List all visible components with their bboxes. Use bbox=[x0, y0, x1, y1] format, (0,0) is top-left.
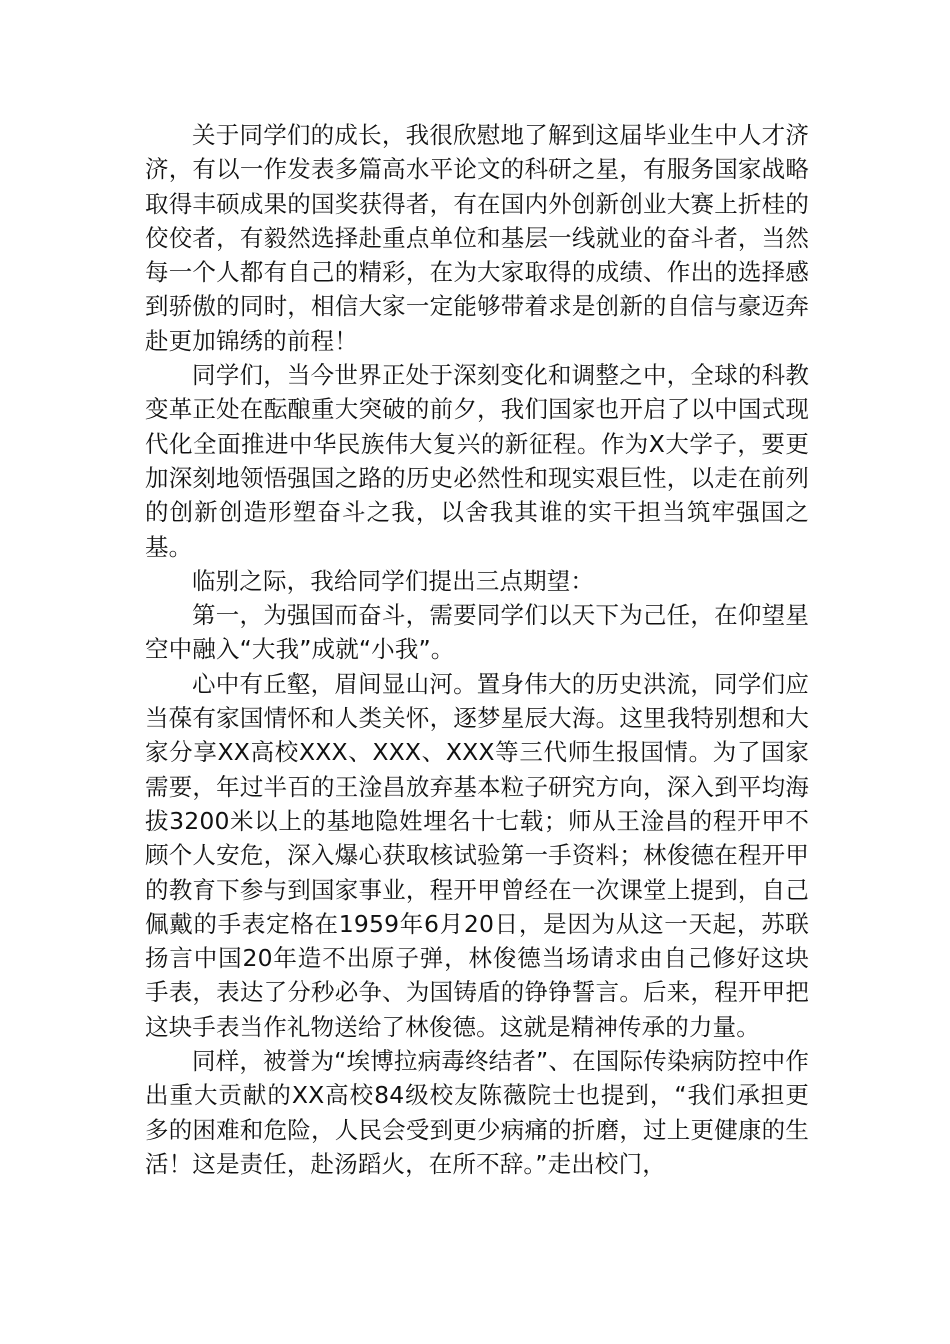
paragraph-chen-wei: 同样，被誉为“埃博拉病毒终结者”、在国际传染病防控中作出重大贡献的XX高校84级校友陈薇院士也提到，“我们承担更多的困难和危险，人民会受到更少病痛的折磨，过上更健康的生活！这是责任，赴汤蹈火，在所不辞。”走出校门， bbox=[145, 1047, 809, 1178]
paragraph-new-journey: 同学们，当今世界正处于深刻变化和调整之中，全球的科教变革正处在酝酿重大突破的前夕，我们国家也开启了以中国式现代化全面推进中华民族伟大复兴的新征程。作为X大学子，要更加深刻地领悟强国之路的历史必然性和现实艰巨性，以走在前列的创新创造形塑奋斗之我，以舍我其谁的实干担当筑牢强国之基。 bbox=[145, 361, 809, 561]
paragraph-growth: 关于同学们的成长，我很欣慰地了解到这届毕业生中人才济济，有以一作发表多篇高水平论文的科研之星，有服务国家战略取得丰硕成果的国奖获得者，有在国内外创新创业大赛上折桂的佼佼者，有毅然选择赴重点单位和基层一线就业的奋斗者，当然每一个人都有自己的精彩，在为大家取得的成绩、作出的选择感到骄傲的同时，相信大家一定能够带着求是创新的自信与豪迈奔赴更加锦绣的前程！ bbox=[145, 121, 809, 355]
paragraph-first-expectation: 第一，为强国而奋斗，需要同学们以天下为己任，在仰望星空中融入“大我”成就“小我”。 bbox=[145, 601, 809, 664]
paragraph-expectations-intro: 临别之际，我给同学们提出三点期望： bbox=[192, 566, 595, 595]
paragraph-three-generations: 心中有丘壑，眉间显山河。置身伟大的历史洪流，同学们应当葆有家国情怀和人类关怀，逐梦星辰大海。这里我特别想和大家分享XX高校XXX、XXX、XXX等三代师生报国情。为了国家需要，年过半百的王淦昌放弃基本粒子研究方向，深入到平均海拔3200米以上的基地隐姓埋名十七载；师从王淦昌的程开甲不顾个人安危，深入爆心获取核试验第一手资料；林俊德在程开甲的教育下参与到国家事业，程开甲曾经在一次课堂上提到，自己佩戴的手表定格在1959年6月20日，是因为从这一天起，苏联扬言中国20年造不出原子弹，林俊德当场请求由自己修好这块手表，表达了分秒必争、为国铸盾的铮铮誓言。后来，程开甲把这块手表当作礼物送给了林俊德。这就是精神传承的力量。 bbox=[145, 669, 809, 1041]
body-text bbox=[145, 118, 809, 1181]
